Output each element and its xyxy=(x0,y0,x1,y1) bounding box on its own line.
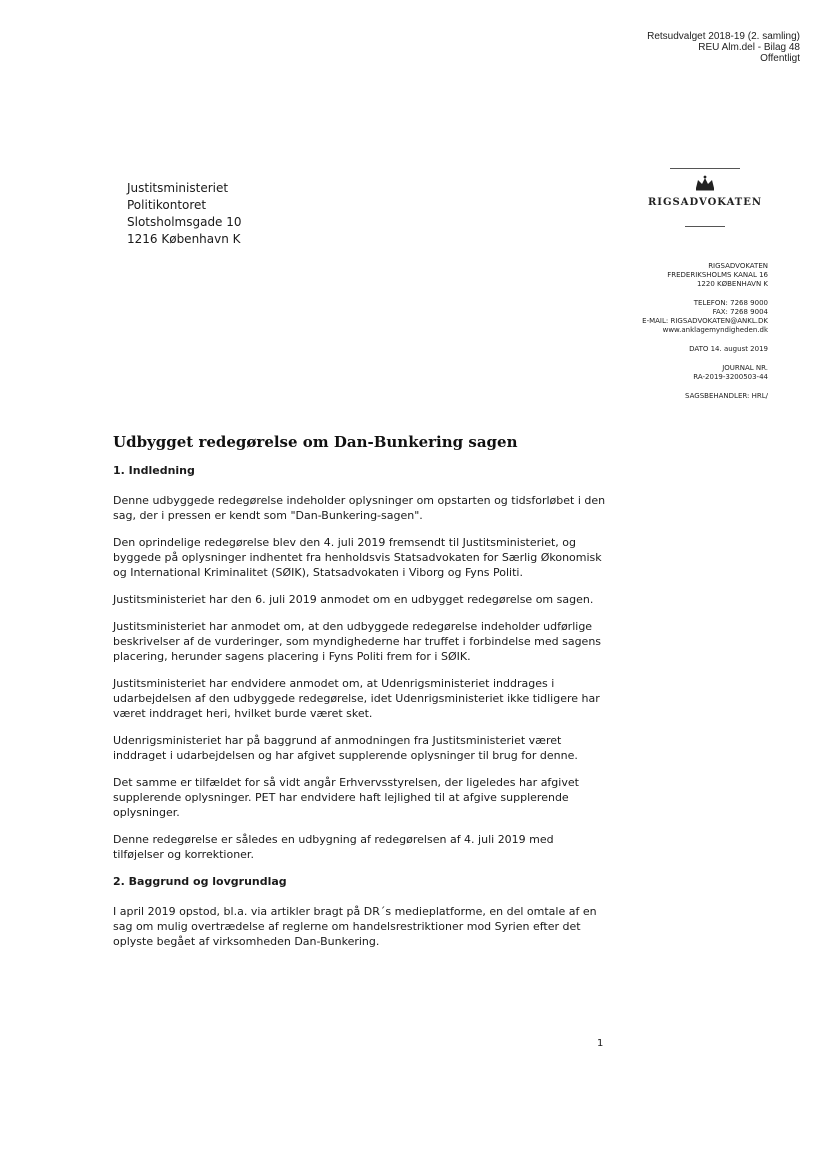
recipient-line: Slotsholmsgade 10 xyxy=(127,215,242,229)
stamp-line-3: Offentligt xyxy=(760,53,800,64)
stamp-line-2: REU Alm.del - Bilag 48 xyxy=(698,42,800,53)
document-title: Udbygget redegørelse om Dan-Bunkering sagen xyxy=(113,433,518,451)
paragraph: I april 2019 opstod, bl.a. via artikler bragt på DR´s medieplatforme, en del omtale af en sag om mulig overtrædelse af reglerne om handelsrestriktioner mod Syrien efter det oplyste begået af virksomheden Dan-Bunkering. xyxy=(113,905,597,948)
logo-bottom-rule xyxy=(685,226,725,227)
letter-date: DATO 14. august 2019 xyxy=(689,345,768,353)
paragraph: Justitsministeriet har den 6. juli 2019 anmodet om en udbygget redegørelse om sagen. xyxy=(113,593,594,606)
paragraph: Denne udbyggede redegørelse indeholder oplysninger om opstarten og tidsforløbet i den sag, der i pressen er kendt som "Dan-Bunkering-sagen". xyxy=(113,494,606,522)
recipient-address xyxy=(127,180,242,248)
rigsadvokaten-logo xyxy=(640,168,770,227)
stamp-line-1: Retsudvalget 2018-19 (2. samling) xyxy=(647,31,800,42)
sender-street: FREDERIKSHOLMS KANAL 16 xyxy=(667,271,768,279)
paragraph: Det samme er tilfældet for så vidt angår Erhvervsstyrelsen, der ligeledes har afgivet supplerende oplysninger. PET har endvidere haft lejlighed til at afgive supplerende oplysninger. xyxy=(113,776,579,819)
section-heading: 2. Baggrund og lovgrundlag xyxy=(113,875,287,888)
journal-label: JOURNAL NR. xyxy=(722,364,768,372)
paragraph: Denne redegørelse er således en udbygning af redegørelsen af 4. juli 2019 med tilføjelser og korrektioner. xyxy=(113,833,554,861)
logo-top-rule xyxy=(670,168,740,169)
sender-email: E-MAIL: RIGSADVOKATEN@ANKL.DK xyxy=(642,317,768,325)
recipient-line: 1216 København K xyxy=(127,232,241,246)
sender-city: 1220 KØBENHAVN K xyxy=(696,280,768,288)
crown-icon xyxy=(694,175,716,191)
sender-fax: FAX: 7268 9004 xyxy=(712,308,768,316)
recipient-line: Justitsministeriet xyxy=(127,181,229,195)
journal-number: RA-2019-3200503-44 xyxy=(693,373,768,381)
paragraph: Justitsministeriet har endvidere anmodet om, at Udenrigsministeriet inddrages i udarbejdelsen af den udbyggede redegørelse, idet Udenrigsministeriet ikke tidligere har været inddraget heri, hvilket burde været sket. xyxy=(113,677,600,720)
case-officer: SAGSBEHANDLER: HRL/ xyxy=(685,392,768,400)
sender-name: RIGSADVOKATEN xyxy=(708,262,768,270)
paragraph: Udenrigsministeriet har på baggrund af anmodningen fra Justitsministeriet været inddraget i udarbejdelsen og har afgivet supplerende oplysninger til brug for denne. xyxy=(113,734,578,762)
sender-phone: TELEFON: 7268 9000 xyxy=(693,299,768,307)
paragraph: Justitsministeriet har anmodet om, at den udbyggede redegørelse indeholder udførlige beskrivelser af de vurderinger, som myndighederne har truffet i forbindelse med sagens placering, herunder sagens placering i Fyns Politi frem for i SØIK. xyxy=(113,620,602,663)
logo-wordmark: RIGSADVOKATEN xyxy=(647,197,762,208)
section-heading: 1. Indledning xyxy=(113,464,195,477)
archive-stamp xyxy=(647,31,800,64)
sender-info xyxy=(642,262,768,401)
paragraph: Den oprindelige redegørelse blev den 4. juli 2019 fremsendt til Justitsministeriet, og byggede på oplysninger indhentet fra henholdsvis Statsadvokaten for Særlig Økonomisk og International Kriminalitet (SØIK), Statsadvokaten i Viborg og Fyns Politi. xyxy=(113,536,602,579)
page-number: 1 xyxy=(597,1038,604,1049)
recipient-line: Politikontoret xyxy=(127,198,207,212)
sender-web: www.anklagemyndigheden.dk xyxy=(662,326,768,334)
document-body xyxy=(113,463,608,961)
